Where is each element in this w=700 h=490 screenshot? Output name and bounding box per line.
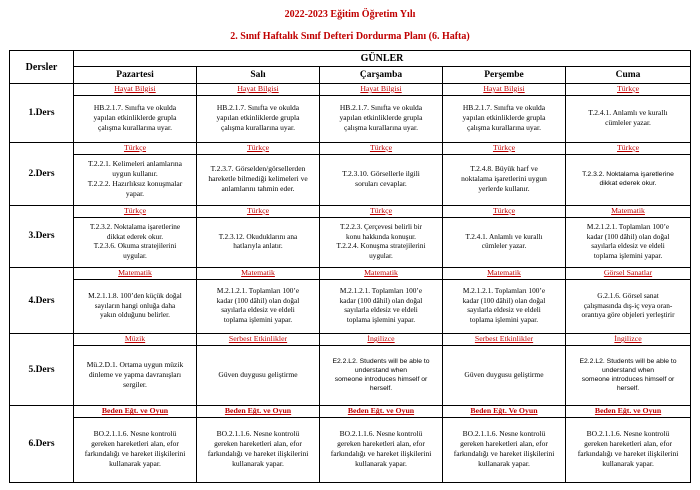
outcome-text-container — [197, 418, 319, 479]
outcome-text-container — [443, 418, 565, 479]
subject-label: Türkçe — [566, 84, 690, 96]
day-header-tuesday: Salı — [197, 67, 320, 84]
lesson-number: 1.Ders — [10, 84, 74, 143]
subject-label: Hayat Bilgisi — [320, 84, 442, 96]
subject-label: Hayat Bilgisi — [197, 84, 319, 96]
lesson-row — [10, 406, 691, 483]
outcome-text: BO.2.1.1.6. Nesne kontrolü gereken hareketleri alan, efor farkındalığı ve hareket ilişkilerini kullanarak yapar. — [84, 428, 186, 468]
outcome-text: T.2.4.1. Anlamlı ve kurallı cümleler yazar. — [465, 231, 543, 251]
lesson-cell — [197, 84, 320, 143]
outcome-text: M.2.1.1.8. 100’den küçük doğal sayıların hangi onluğa daha yakın olduğunu belirler. — [88, 291, 182, 320]
subject-label: Hayat Bilgisi — [443, 84, 565, 96]
subject-label: Beden Eğt. ve Oyun — [74, 406, 196, 418]
lesson-cell — [74, 334, 197, 406]
lesson-cell — [74, 142, 197, 205]
weekly-plan-table — [9, 50, 691, 483]
subject-label: Türkçe — [197, 206, 319, 218]
outcome-text: Güven duygusu geliştirme — [464, 369, 544, 379]
outcome-text-container — [443, 218, 565, 265]
lesson-cell — [320, 205, 443, 267]
lesson-row — [10, 84, 691, 143]
outcome-text: T.2.4.1. Anlamlı ve kurallı cümleler yazar. — [588, 108, 668, 127]
day-header-wednesday: Çarşamba — [320, 67, 443, 84]
outcome-text-container — [74, 418, 196, 479]
day-header-thursday: Perşembe — [443, 67, 566, 84]
lesson-cell — [320, 267, 443, 333]
outcome-text-container — [320, 155, 442, 203]
lesson-number: 6.Ders — [10, 406, 74, 483]
outcome-text: E2.2.L2. Students will be able to understand when someone introduces himself or herself. — [332, 357, 430, 392]
outcome-text: G.2.1.6. Görsel sanat çalışmasında dış-iç veya oran- orantıya göre objeleri yerleştirir — [581, 291, 675, 320]
outcome-text-container — [320, 280, 442, 331]
lesson-cell — [197, 142, 320, 205]
lesson-cell — [566, 334, 691, 406]
lesson-cell — [443, 84, 566, 143]
day-header-monday: Pazartesi — [74, 67, 197, 84]
subject-label: İngilizce — [566, 334, 690, 346]
lesson-cell — [197, 334, 320, 406]
outcome-text: M.2.1.2.1. Toplamları 100’e kadar (100 dâhil) olan doğal sayılarla eldesiz ve eldeli toplama işlemini yapar. — [339, 286, 423, 324]
outcome-text-container — [320, 218, 442, 265]
lesson-cell — [320, 334, 443, 406]
outcome-text: BO.2.1.1.6. Nesne kontrolü gereken hareketleri alan, efor farkındalığı ve hareket ilişkilerini kullanarak yapar. — [453, 428, 555, 468]
plan-body — [10, 84, 691, 483]
subject-label: Matematik — [197, 268, 319, 280]
outcome-text: T.2.3.2. Noktalama işaretlerine dikkat ederek okur. — [582, 170, 674, 187]
lesson-cell — [320, 142, 443, 205]
lesson-row — [10, 334, 691, 406]
lesson-cell — [443, 406, 566, 483]
outcome-text-container — [74, 218, 196, 265]
lesson-cell — [443, 142, 566, 205]
outcome-text-container — [197, 155, 319, 203]
lesson-number: 5.Ders — [10, 334, 74, 406]
lesson-cell — [197, 267, 320, 333]
subject-label: Matematik — [566, 206, 690, 218]
subject-label: Türkçe — [74, 143, 196, 155]
lesson-cell — [74, 84, 197, 143]
outcome-text: BO.2.1.1.6. Nesne kontrolü gereken hareketleri alan, efor farkındalığı ve hareket ilişkilerini kullanarak yapar. — [330, 428, 432, 468]
day-header-friday: Cuma — [566, 67, 691, 84]
outcome-text-container — [197, 346, 319, 403]
gunler-header: GÜNLER — [74, 51, 691, 67]
lesson-row — [10, 267, 691, 333]
subject-label: Türkçe — [443, 206, 565, 218]
lesson-cell — [566, 406, 691, 483]
subject-label: Beden Eğt. ve Oyun — [197, 406, 319, 418]
outcome-text: T.2.3.12. Okuduklarını ana hatlarıyla anlatır. — [218, 231, 298, 251]
lesson-cell — [320, 406, 443, 483]
outcome-text: T.2.3.10. Görsellerle ilgili soruları cevaplar. — [342, 168, 420, 188]
lesson-cell — [566, 142, 691, 205]
outcome-text: E2.2.L2. Students will be able to understand when someone introduces himself or herself. — [579, 357, 677, 392]
outcome-text: M.2.1.2.1. Toplamları 100’e kadar (100 dâhil) olan doğal sayılarla eldesiz ve eldeli toplama işlemini yapar. — [216, 286, 300, 324]
subject-label: Türkçe — [320, 143, 442, 155]
outcome-text: HB.2.1.7. Sınıfta ve okulda yapılan etkinliklerde grupla çalışma kurallarına uyar. — [339, 103, 423, 132]
outcome-text-container — [443, 280, 565, 331]
lesson-cell — [74, 267, 197, 333]
outcome-text-container — [320, 96, 442, 140]
outcome-text: HB.2.1.7. Sınıfta ve okulda yapılan etkinliklerde grupla çalışma kurallarına uyar. — [93, 103, 177, 132]
subject-label: Beden Eğt. ve Oyun — [566, 406, 690, 418]
outcome-text: T.2.4.8. Büyük harf ve noktalama işaretlerini uygun yerlerde kullanır. — [461, 163, 547, 193]
outcome-text: BO.2.1.1.6. Nesne kontrolü gereken hareketleri alan, efor farkındalığı ve hareket ilişkilerini kullanarak yapar. — [207, 428, 309, 468]
lesson-cell — [443, 334, 566, 406]
lesson-cell — [320, 84, 443, 143]
subject-label: Görsel Sanatlar — [566, 268, 690, 280]
outcome-text-container — [320, 346, 442, 403]
outcome-text-container — [74, 96, 196, 140]
lesson-row — [10, 142, 691, 205]
outcome-text-container — [197, 280, 319, 331]
subject-label: Türkçe — [443, 143, 565, 155]
outcome-text-container — [566, 280, 690, 331]
outcome-text-container — [197, 218, 319, 265]
dersler-header: Dersler — [10, 51, 74, 84]
outcome-text: BO.2.1.1.6. Nesne kontrolü gereken hareketleri alan, efor farkındalığı ve hareket ilişkilerini kullanarak yapar. — [577, 428, 679, 468]
outcome-text-container — [443, 96, 565, 140]
outcome-text-container — [566, 155, 690, 203]
outcome-text: T.2.3.7. Görselden/görsellerden hareketle bilmediği kelimeleri ve anlamlarını tahmin eder. — [208, 163, 308, 193]
subject-label: Serbest Etkinlikler — [197, 334, 319, 346]
outcome-text-container — [443, 155, 565, 203]
subject-label: Müzik — [74, 334, 196, 346]
lesson-cell — [566, 84, 691, 143]
outcome-text-container — [443, 346, 565, 403]
subject-label: Matematik — [443, 268, 565, 280]
outcome-text-container — [566, 96, 690, 140]
outcome-text: HB.2.1.7. Sınıfta ve okulda yapılan etkinliklerde grupla çalışma kurallarına uyar. — [462, 103, 546, 132]
subject-label: Beden Eğt. ve Oyun — [320, 406, 442, 418]
outcome-text-container — [74, 280, 196, 331]
lesson-cell — [443, 205, 566, 267]
lesson-cell — [74, 406, 197, 483]
lesson-cell — [566, 205, 691, 267]
outcome-text: T.2.2.1. Kelimeleri anlamlarına uygun kullanır. T.2.2.2. Hazırlıksız konuşmalar yapar. — [87, 158, 183, 198]
outcome-text-container — [197, 96, 319, 140]
outcome-text: T.2.2.3. Çerçevesi belirli bir konu hakkında konuşur. T.2.2.4. Konuşma stratejilerini uygular. — [336, 222, 426, 260]
lesson-cell — [566, 267, 691, 333]
subject-label: Serbest Etkinlikler — [443, 334, 565, 346]
subject-label: Türkçe — [197, 143, 319, 155]
outcome-text: M.2.1.2.1. Toplamları 100’e kadar (100 dâhil) olan doğal sayılarla eldesiz ve eldeli toplama işlemini yapar. — [462, 286, 546, 324]
outcome-text-container — [74, 155, 196, 203]
lesson-row — [10, 205, 691, 267]
subject-label: Matematik — [74, 268, 196, 280]
document-subtitle: 2. Sınıf Haftalık Sınıf Defteri Dordurma Planı (6. Hafta) — [230, 31, 470, 42]
lesson-number: 4.Ders — [10, 267, 74, 333]
subject-label: Türkçe — [320, 206, 442, 218]
outcome-text-container — [320, 418, 442, 479]
outcome-text: Güven duygusu geliştirme — [218, 369, 298, 379]
outcome-text: HB.2.1.7. Sınıfta ve okulda yapılan etkinliklerde grupla çalışma kurallarına uyar. — [216, 103, 300, 132]
lesson-cell — [443, 267, 566, 333]
outcome-text-container — [74, 346, 196, 403]
lesson-cell — [74, 205, 197, 267]
lesson-cell — [197, 406, 320, 483]
subject-label: İngilizce — [320, 334, 442, 346]
subject-label: Hayat Bilgisi — [74, 84, 196, 96]
outcome-text-container — [566, 346, 690, 403]
subject-label: Beden Eğt. Ve Oyun — [443, 406, 565, 418]
document-title: 2022-2023 Eğitim Öğretim Yılı — [284, 9, 416, 20]
lesson-number: 3.Ders — [10, 205, 74, 267]
subject-label: Türkçe — [566, 143, 690, 155]
outcome-text-container — [566, 218, 690, 265]
subject-label: Türkçe — [74, 206, 196, 218]
lesson-cell — [197, 205, 320, 267]
outcome-text: M.2.1.2.1. Toplamları 100’e kadar (100 dâhil) olan doğal sayılarla eldesiz ve eldeli toplama işlemini yapar. — [586, 222, 670, 260]
outcome-text-container — [566, 418, 690, 479]
outcome-text: Mü.2.D.1. Ortama uygun müzik dinleme ve yapma davranışları sergiler. — [86, 359, 184, 389]
subject-label: Matematik — [320, 268, 442, 280]
lesson-number: 2.Ders — [10, 142, 74, 205]
outcome-text: T.2.3.2. Noktalama işaretlerine dikkat ederek okur. T.2.3.6. Okuma stratejilerini uygular. — [89, 222, 181, 260]
